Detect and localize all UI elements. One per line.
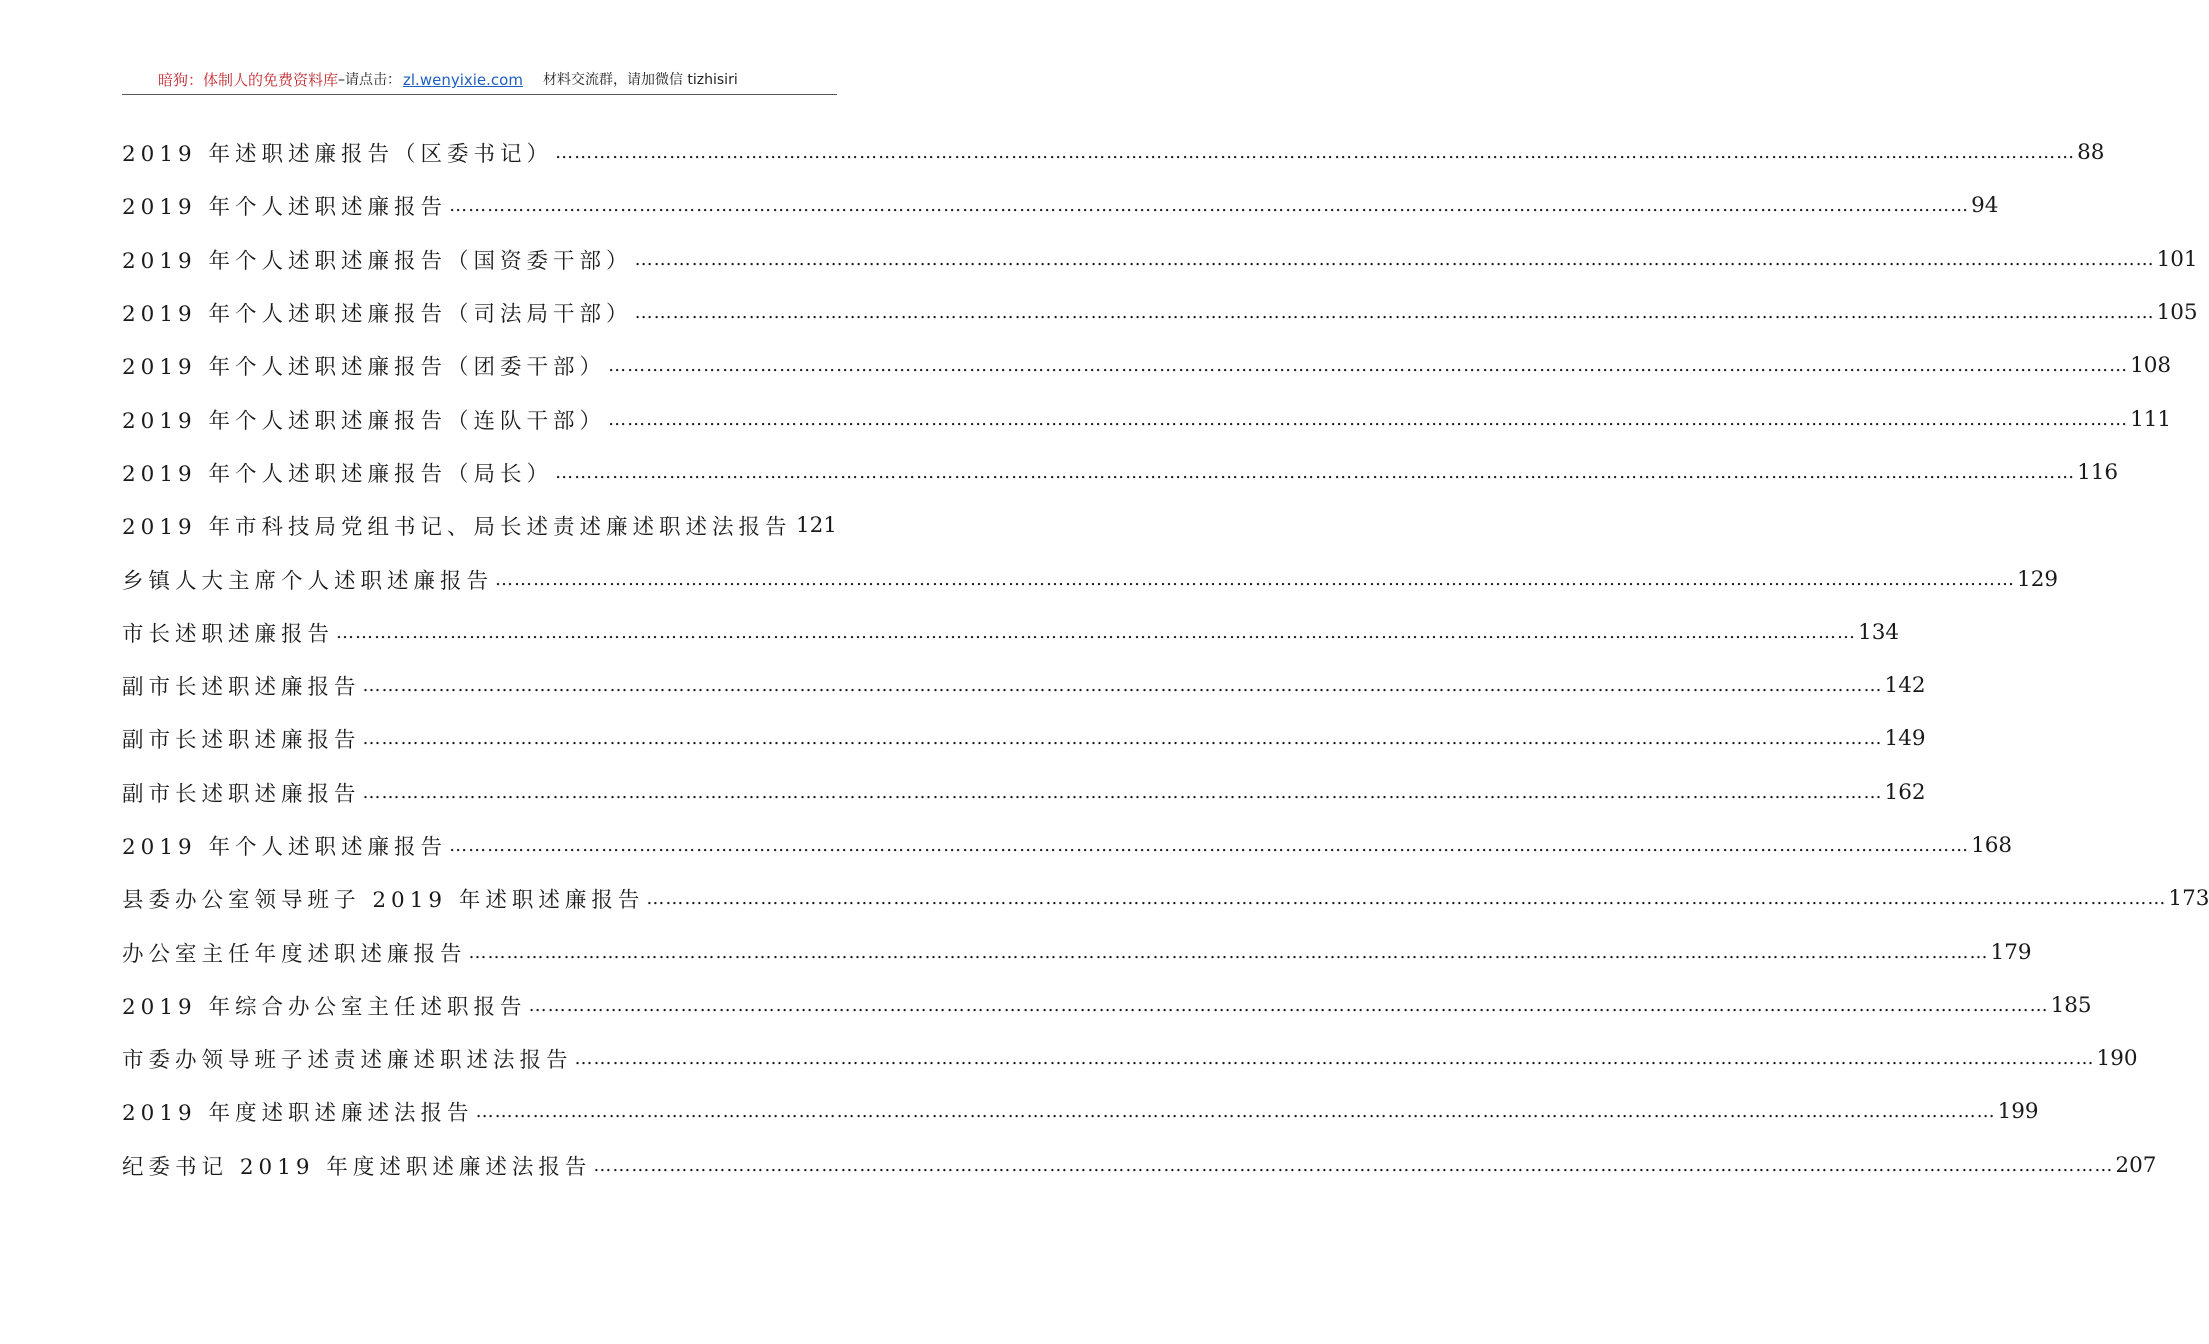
toc-entry[interactable] <box>122 606 1900 659</box>
toc-entry-title: 2019 年个人述职述廉报告（连队干部） <box>122 408 607 434</box>
toc-entry-title: 2019 年度述职述廉述法报告 <box>122 1101 474 1127</box>
toc-entry[interactable] <box>122 446 2119 499</box>
toc-entry[interactable] <box>122 712 1926 765</box>
toc-entry-title: 2019 年个人述职述廉报告 <box>122 835 448 860</box>
toc-entry-title: 2019 年述职述廉报告（区委书记） <box>122 142 554 168</box>
toc-entry[interactable] <box>122 286 2198 339</box>
toc-dot-leader: …………………………………………………………………………………………………………………………………………………………………………………………………………………… <box>449 835 1970 856</box>
toc-entry-page: 121 <box>795 513 837 539</box>
toc-entry-page: 94 <box>1971 193 1999 219</box>
toc-dot-leader: …………………………………………………………………………………………………………………………………………………………………………………………………………………… <box>475 1101 1996 1123</box>
table-of-contents <box>122 126 2209 1192</box>
page-header <box>122 66 837 95</box>
toc-entry-page: 101 <box>2156 246 2198 272</box>
toc-entry[interactable] <box>122 126 2105 179</box>
toc-entry-page: 162 <box>1884 779 1926 805</box>
toc-dot-leader: …………………………………………………………………………………………………………………………………………………………………………………………………………………… <box>528 994 2049 1016</box>
toc-dot-leader: …………………………………………………………………………………………………………………………………………………………………………………………………………………… <box>468 941 1989 963</box>
toc-entry-page: 142 <box>1884 673 1926 699</box>
toc-dot-leader: …………………………………………………………………………………………………………………………………………………………………………………………………………………… <box>593 1154 2114 1176</box>
header-group-note: 材料交流群，请加微信 tizhisiri <box>542 72 738 88</box>
toc-entry-page: 116 <box>2077 459 2119 485</box>
toc-entry-page: 108 <box>2130 353 2172 379</box>
toc-entry[interactable] <box>122 179 1999 232</box>
header-link[interactable]: zl.wenyixie.com <box>403 71 523 89</box>
toc-entry-title: 县委办公室领导班子 2019 年述职述廉报告 <box>122 888 645 914</box>
toc-dot-leader: …………………………………………………………………………………………………………………………………………………………………………………………………………………… <box>634 248 2155 270</box>
toc-entry-page: 179 <box>1990 939 2032 965</box>
toc-dot-leader: …………………………………………………………………………………………………………………………………………………………………………………………………………………… <box>634 302 2155 324</box>
toc-entry-page: 199 <box>1997 1099 2039 1125</box>
toc-entry-title: 市委办领导班子述责述廉述职述法报告 <box>122 1048 573 1074</box>
toc-entry-page: 134 <box>1858 619 1900 645</box>
toc-entry[interactable] <box>122 499 837 552</box>
toc-entry[interactable] <box>122 659 1926 712</box>
toc-entry-title: 市长述职述廉报告 <box>122 621 335 647</box>
toc-entry[interactable] <box>122 1139 2157 1192</box>
toc-entry-title: 副市长述职述廉报告 <box>122 728 361 754</box>
toc-entry-page: 168 <box>1971 833 2013 858</box>
toc-entry[interactable] <box>122 819 2013 872</box>
toc-entry-title: 2019 年综合办公室主任述职报告 <box>122 994 527 1020</box>
toc-entry[interactable] <box>122 339 2172 392</box>
toc-entry[interactable] <box>122 1032 2138 1085</box>
toc-entry-title: 2019 年个人述职述廉报告（团委干部） <box>122 355 607 381</box>
toc-entry-page: 185 <box>2050 992 2092 1018</box>
toc-dot-leader: …………………………………………………………………………………………………………………………………………………………………………………………………………………… <box>555 142 2076 164</box>
toc-entry-page: 111 <box>2130 406 2172 432</box>
toc-entry-page: 190 <box>2096 1046 2138 1072</box>
toc-entry[interactable] <box>122 925 2032 978</box>
header-brand: 暗狗：体制人的免费资料库 <box>158 71 339 89</box>
toc-entry-title: 2019 年个人述职述廉报告（局长） <box>122 461 554 487</box>
header-prompt: –请点击： <box>338 72 402 88</box>
toc-entry-page: 207 <box>2115 1152 2157 1178</box>
toc-dot-leader: …………………………………………………………………………………………………………………………………………………………………………………………………………………… <box>608 408 2129 430</box>
toc-entry-title: 2019 年个人述职述廉报告（国资委干部） <box>122 248 633 274</box>
toc-entry-page: 88 <box>2077 140 2105 166</box>
toc-entry[interactable] <box>122 1085 2039 1138</box>
toc-dot-leader: …………………………………………………………………………………………………………………………………………………………………………………………………………………… <box>336 621 1857 643</box>
toc-entry-page: 173 <box>2168 886 2209 912</box>
toc-entry[interactable] <box>122 979 2092 1032</box>
toc-entry-page: 105 <box>2156 300 2198 326</box>
toc-entry-title: 办公室主任年度述职述廉报告 <box>122 941 467 967</box>
toc-entry[interactable] <box>122 552 2059 605</box>
toc-entry-title: 乡镇人大主席个人述职述廉报告 <box>122 568 494 594</box>
toc-entry-title: 副市长述职述廉报告 <box>122 675 361 701</box>
toc-dot-leader: …………………………………………………………………………………………………………………………………………………………………………………………………………………… <box>362 675 1883 697</box>
toc-entry-title: 副市长述职述廉报告 <box>122 781 361 807</box>
toc-entry-title: 2019 年个人述职述廉报告（司法局干部） <box>122 302 633 328</box>
toc-dot-leader: …………………………………………………………………………………………………………………………………………………………………………………………………………………… <box>495 568 2016 590</box>
toc-dot-leader: …………………………………………………………………………………………………………………………………………………………………………………………………………………… <box>646 888 2167 910</box>
toc-dot-leader: …………………………………………………………………………………………………………………………………………………………………………………………………………………… <box>608 355 2129 377</box>
toc-entry[interactable] <box>122 233 2198 286</box>
toc-dot-leader: …………………………………………………………………………………………………………………………………………………………………………………………………………………… <box>362 781 1883 803</box>
toc-entry[interactable] <box>122 392 2172 445</box>
toc-entry-page: 129 <box>2017 566 2059 592</box>
toc-dot-leader: …………………………………………………………………………………………………………………………………………………………………………………………………………………… <box>449 195 1970 217</box>
toc-entry[interactable] <box>122 872 2209 925</box>
toc-dot-leader: …………………………………………………………………………………………………………………………………………………………………………………………………………………… <box>574 1048 2095 1070</box>
toc-entry-title: 2019 年个人述职述廉报告 <box>122 195 448 221</box>
toc-entry-page: 149 <box>1884 726 1926 752</box>
toc-dot-leader: …………………………………………………………………………………………………………………………………………………………………………………………………………………… <box>555 461 2076 483</box>
toc-entry[interactable] <box>122 766 1926 819</box>
toc-entry-title: 2019 年市科技局党组书记、局长述责述廉述职述法报告 <box>122 515 792 541</box>
toc-dot-leader: …………………………………………………………………………………………………………………………………………………………………………………………………………………… <box>362 728 1883 750</box>
toc-entry-title: 纪委书记 2019 年度述职述廉述法报告 <box>122 1154 592 1180</box>
